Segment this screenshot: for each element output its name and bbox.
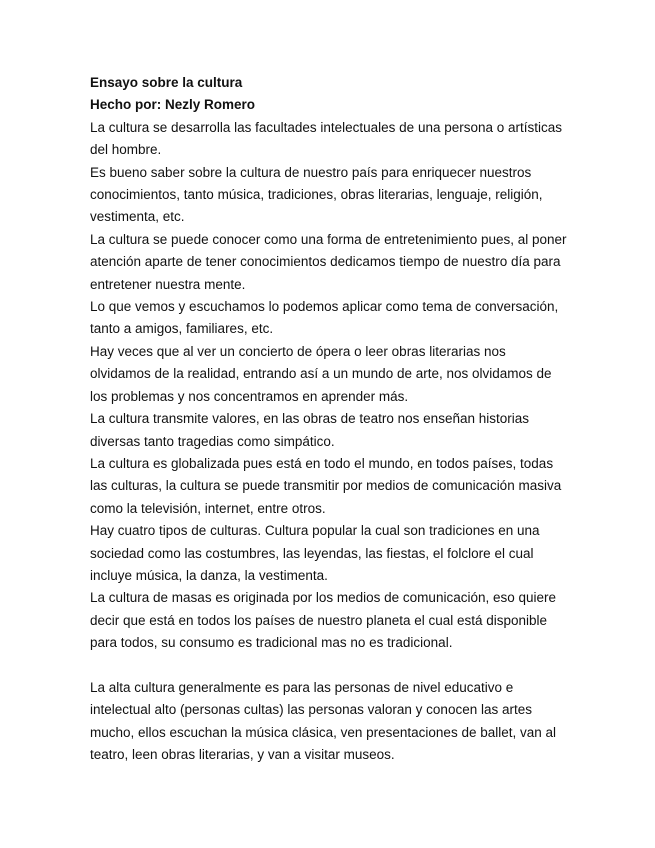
paragraph-7: La cultura es globalizada pues está en todo el mundo, en todos países, todas las culturas, la cultura se puede transmitir por medios de comunicación masiva como la televisión, internet, entre otros. <box>90 455 562 516</box>
paragraph-spacer <box>90 655 570 677</box>
paragraph-2: Es bueno saber sobre la cultura de nuestro país para enriquecer nuestros conocimientos, tanto música, tradiciones, obras literarias, lenguaje, religión, vestimenta, etc. <box>90 164 543 225</box>
paragraph-10: La alta cultura generalmente es para las personas de nivel educativo e intelectual alto (personas cultas) las personas valoran y conocen las artes mucho, ellos escuchan la música clásica, ven presentaciones de ballet, van al teatro, leen obras literarias, y van a visitar museos. <box>90 679 557 763</box>
paragraph-6: La cultura transmite valores, en las obras de teatro nos enseñan historias diversas tanto tragedias como simpático. <box>90 411 529 449</box>
document-page <box>90 72 570 767</box>
author-line: Hecho por: Nezly Romero <box>90 97 256 113</box>
paragraph-1: La cultura se desarrolla las facultades intelectuales de una persona o artísticas del hombre. <box>90 119 563 158</box>
paragraph-9: La cultura de masas es originada por los medios de comunicación, eso quiere decir que está en todos los países de nuestro planeta el cual está disponible para todos, su consumo es tradicional mas no es tradicional. <box>90 590 557 651</box>
paragraph-5: Hay veces que al ver un concierto de ópera o leer obras literarias nos olvidamos de la realidad, entrando así a un mundo de arte, nos olvidamos de los problemas y nos concentramos en aprender más. <box>90 343 552 404</box>
document-title: Ensayo sobre la cultura <box>90 75 243 90</box>
paragraph-4: Lo que vemos y escuchamos lo podemos aplicar como tema de conversación, tanto a amigos, familiares, etc. <box>90 299 559 337</box>
paragraph-3: La cultura se puede conocer como una forma de entretenimiento pues, al poner atención aparte de tener conocimientos dedicamos tiempo de nuestro día para entretener nuestra mente. <box>90 231 567 292</box>
paragraph-8: Hay cuatro tipos de culturas. Cultura popular la cual son tradiciones en una sociedad como las costumbres, las leyendas, las fiestas, el folclore el cual incluye música, la danza, la vestimenta. <box>90 523 540 583</box>
